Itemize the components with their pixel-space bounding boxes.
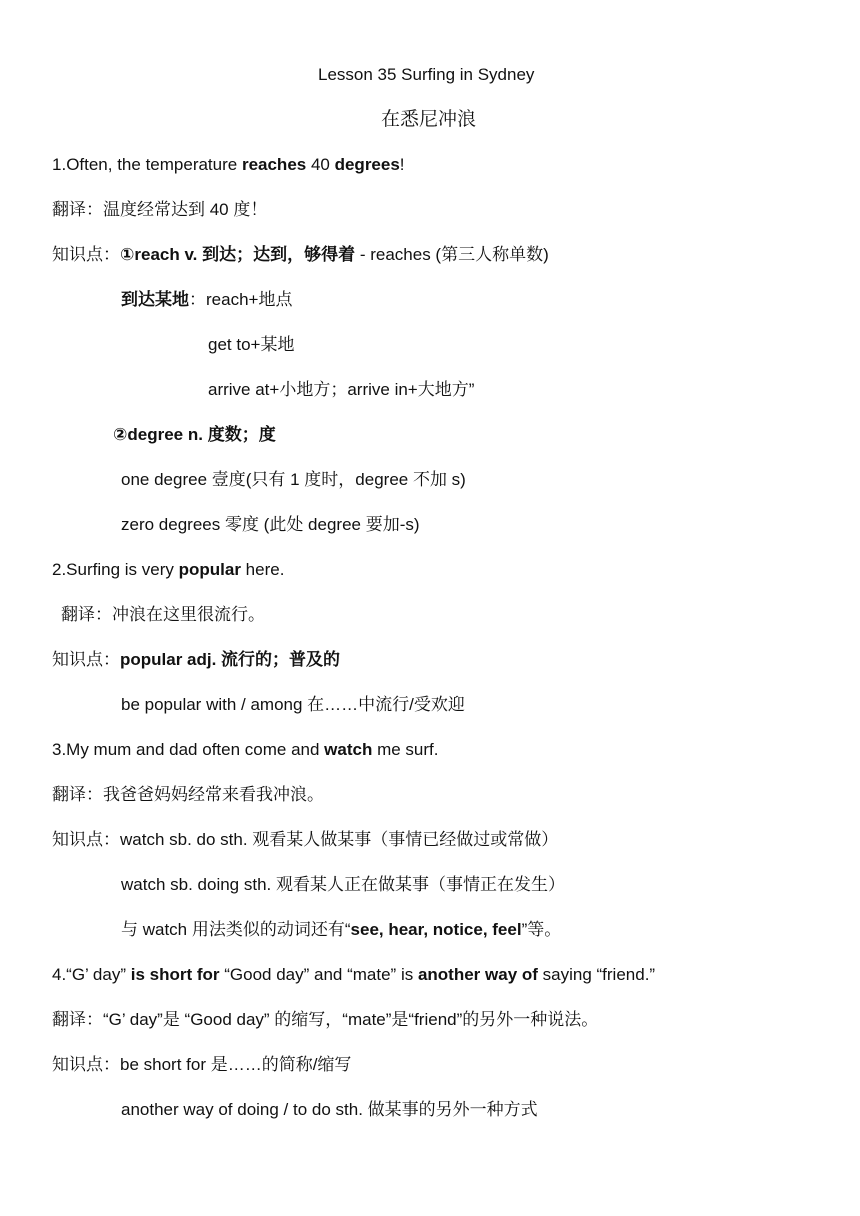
knowledge-1-reaches-note: - reaches (第三人称单数) [355,245,549,264]
sentence-3-keyword-watch: watch [324,740,373,759]
knowledge-2 [52,648,340,672]
sentence-2-keyword-popular: popular [178,560,241,579]
get-to-usage: get to+某地 [208,335,295,354]
sentence-4-part-e: saying “friend.” [537,965,656,984]
sentence-4-keyword-short-for: is short for [130,965,220,984]
sentence-4-part-c: “Good day” and “mate” is [219,965,418,984]
watch-doing-usage: watch sb. doing sth. 观看某人正在做某事（事情正在发生） [121,875,565,894]
knowledge-label: 知识点： [52,245,120,264]
sentence-3-part-c: me surf. [372,740,439,759]
reach-place-line [121,288,292,312]
zero-degrees-example: zero degrees 零度 (此处 degree 要加-s) [121,515,420,534]
knowledge-1 [52,243,549,267]
sentence-3 [52,738,438,762]
translation-3: 翻译：我爸爸妈妈经常来看我冲浪。 [52,785,324,804]
sentence-4-keyword-another-way: another way of [417,965,538,984]
knowledge-3: 知识点：watch sb. do sth. 观看某人做某事（事情已经做过或常做） [52,830,559,849]
page-title: Lesson 35 Surfing in Sydney [318,65,535,84]
page-subtitle: 在悉尼冲浪 [381,108,477,130]
reach-place-heading: 到达某地 [121,290,189,309]
knowledge-2-popular: popular adj. 流行的；普及的 [120,650,341,669]
reach-place-usage: ：reach+地点 [189,290,293,309]
sentence-1-part-c: 40 [306,155,335,174]
similar-verbs-part-a: 与 watch 用法类似的动词还有“ [121,920,351,939]
translation-4: 翻译：“G’ day”是 “Good day” 的缩写，“mate”是“friend”的另外一种说法。 [52,1010,599,1029]
translation-2: 翻译：冲浪在这里很流行。 [61,605,265,624]
sentence-1-number: 1. [52,155,67,174]
one-degree-example: one degree 壹度(只有 1 度时，degree 不加 s) [121,470,466,489]
knowledge-1-reach: ①reach v. 到达；达到，够得着 [120,245,356,264]
degree-heading [113,423,276,447]
arrive-usage: arrive at+小地方；arrive in+大地方” [208,380,475,399]
sentence-1-keyword-degrees: degrees [334,155,400,174]
sentence-4 [52,963,655,987]
popular-with-example: be popular with / among 在……中流行/受欢迎 [121,695,465,714]
degree-definition: ②degree n. 度数；度 [113,425,276,444]
sentence-4-part-a: 4.“G’ day” [52,965,131,984]
knowledge-label: 知识点： [52,650,120,669]
translation-1: 翻译：温度经常达到 40 度！ [52,200,268,219]
sentence-1-part-e: ! [399,155,405,174]
sentence-1 [52,153,405,177]
similar-verbs-note [121,918,561,942]
knowledge-4: 知识点：be short for 是……的简称/缩写 [52,1055,352,1074]
sentence-1-keyword-reaches: reaches [241,155,307,174]
sentence-2-part-a: 2.Surfing is very [52,560,179,579]
sentence-2-part-c: here. [240,560,285,579]
another-way-usage: another way of doing / to do sth. 做某事的另外一种方式 [121,1100,538,1119]
sentence-1-part-a: Often, the temperature [66,155,242,174]
similar-verbs-part-c: ”等。 [521,920,562,939]
sentence-2 [52,558,284,582]
sentence-3-part-a: 3.My mum and dad often come and [52,740,325,759]
similar-verbs-list: see, hear, notice, feel [350,920,522,939]
